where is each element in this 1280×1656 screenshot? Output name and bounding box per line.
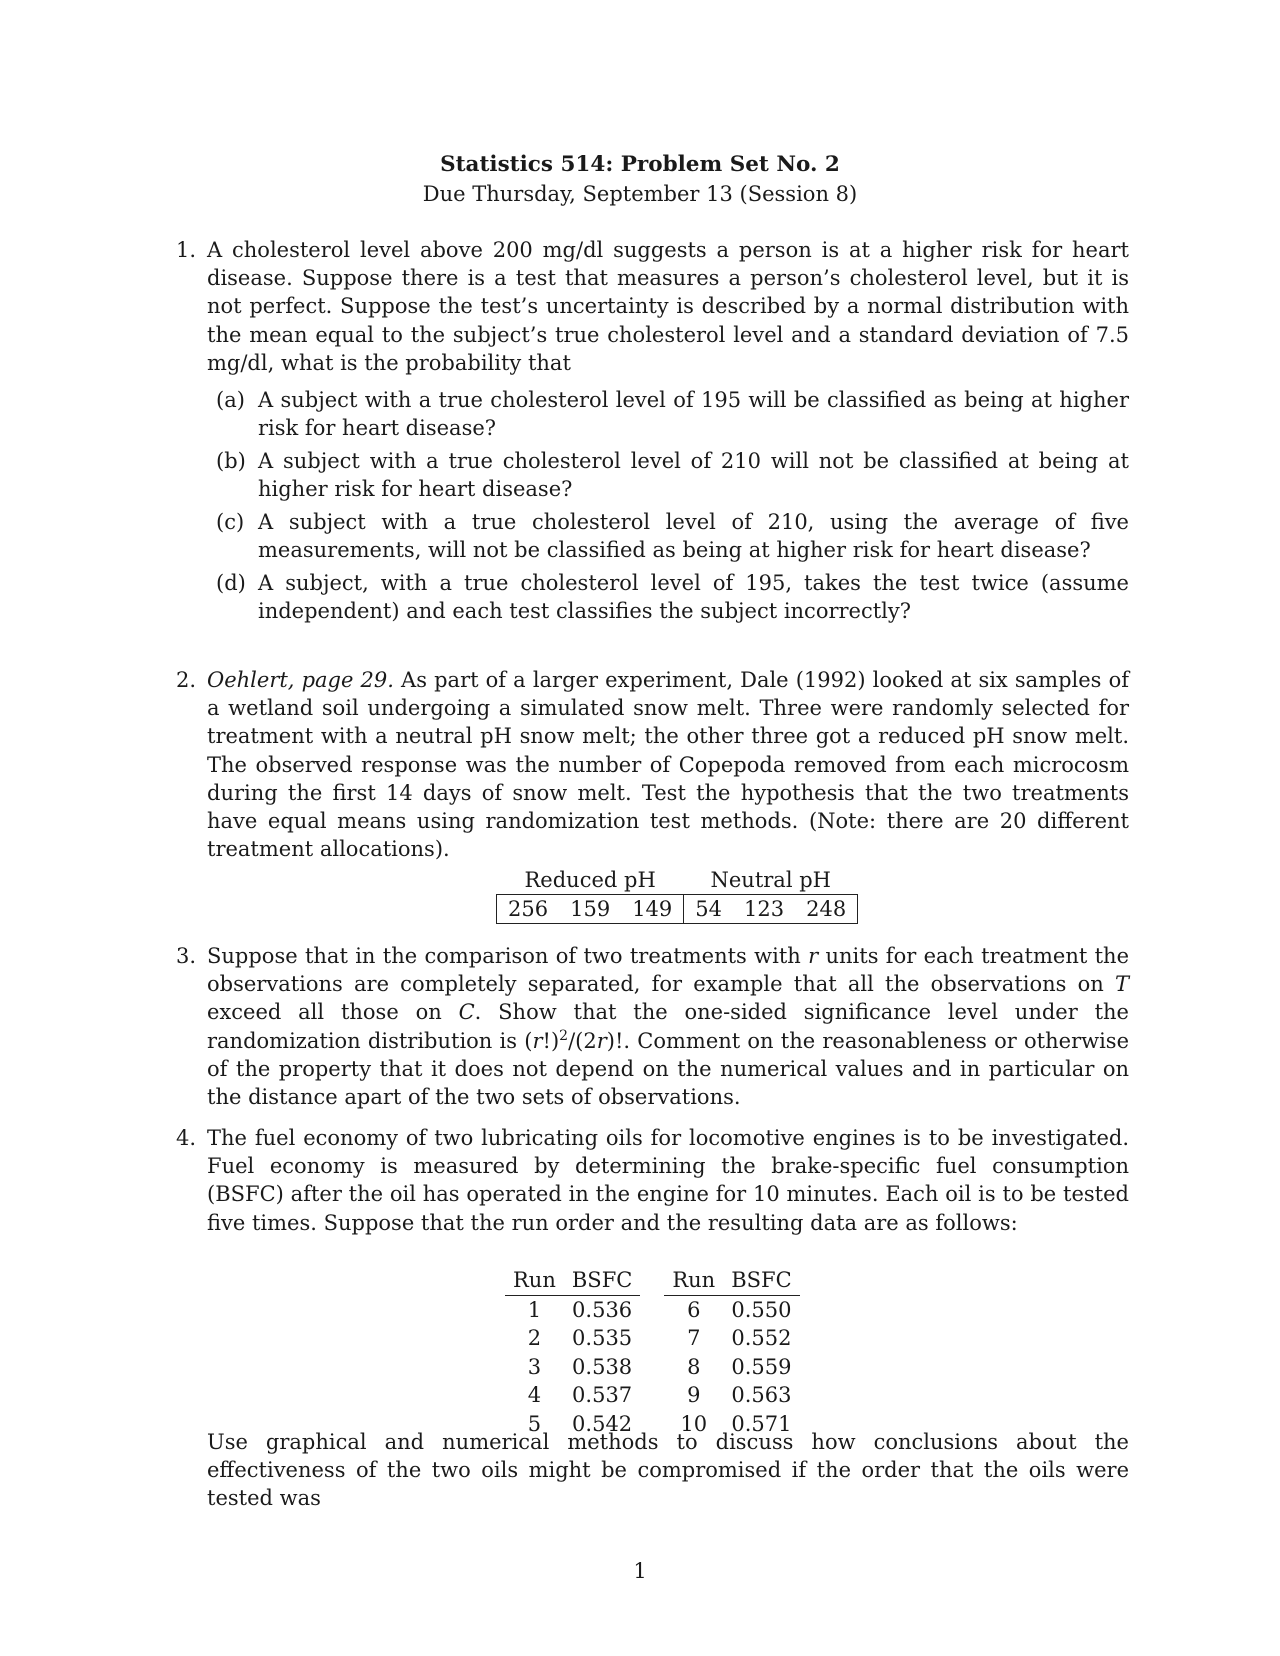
run-cell: 2	[527, 1326, 542, 1350]
problem-1d-label: (d)	[216, 571, 246, 595]
bsfc-cell: 0.537	[572, 1383, 633, 1407]
problem-2-source: Oehlert, page 29.	[207, 668, 394, 692]
reduced-ph-header: Reduced pH	[524, 868, 656, 892]
math-var-c: C	[458, 1000, 475, 1025]
page-number: 1	[633, 1559, 647, 1583]
problem-3-text	[207, 942, 1129, 1111]
reduced-ph-value: 149	[621, 895, 684, 924]
reduced-ph-value: 256	[497, 895, 560, 924]
bsfc-cell: 0.571	[731, 1411, 792, 1436]
bsfc-cell: 0.559	[731, 1354, 792, 1379]
header	[0, 150, 1280, 208]
problem-1a-label: (a)	[216, 388, 245, 412]
bsfc-cell: 0.538	[572, 1354, 633, 1379]
run-cell: 9	[687, 1383, 701, 1407]
problem-1b-label: (b)	[216, 449, 246, 473]
formula-part: !)	[542, 1028, 560, 1053]
bsfc-cell: 0.542	[572, 1411, 633, 1436]
run-cell: 8	[687, 1354, 701, 1379]
problem-1-number: 1.	[176, 238, 197, 262]
problem-1c-text: A subject with a true cholesterol level of 210, using the average of five measurements, will not be classified as being at higher risk for heart disease?	[258, 510, 1129, 563]
bsfc-cell: 0.536	[572, 1297, 633, 1322]
problem-1a-text: A subject with a true cholesterol level of 195 will be classified as being at higher risk for heart disease?	[258, 388, 1129, 441]
math-var-r: r	[532, 1028, 543, 1053]
bsfc-cell: 0.550	[731, 1297, 792, 1322]
bsfc-cell: 0.563	[731, 1383, 792, 1407]
table-row	[505, 1295, 800, 1324]
formula-part: /(2	[568, 1028, 597, 1053]
reduced-ph-value: 159	[559, 895, 621, 924]
problem-3-text-part: units for each treatment the observations are completely separated, for example that all the observations on	[207, 944, 1129, 997]
problem-1b-text: A subject with a true cholesterol level of 210 will not be classified at being at higher risk for heart disease?	[258, 449, 1129, 502]
problem-4-number: 4.	[176, 1126, 197, 1150]
problem-3-text-part: . Show that the one-sided significance level under the randomization distribution is (	[207, 1000, 1129, 1053]
problem-3-number: 3.	[176, 944, 197, 968]
math-var-r: r	[808, 944, 819, 968]
run-header: Run	[664, 1266, 723, 1295]
page-title: Statistics 514: Problem Set No. 2	[440, 152, 840, 177]
formula-exponent: 2	[559, 1027, 569, 1044]
problem-4-text: The fuel economy of two lubricating oils for locomotive engines is to be investigated. Fuel economy is measured by determining the brake-specific fuel consumption (BSFC) after the oil has operated in the engine for 10 minutes. Each oil is to be tested five times. Suppose that the run order and the resulting data are as follows:	[207, 1126, 1129, 1235]
due-date: Due Thursday, September 13 (Session 8)	[422, 182, 858, 206]
bsfc-header: BSFC	[723, 1266, 799, 1295]
problem-4-followup: Use graphical and numerical methods to discuss how conclusions about the effectiveness of the two oils might be compromised if the order that the oils were tested was	[207, 1430, 1129, 1511]
neutral-ph-value: 248	[795, 895, 858, 924]
problem-1d-text: A subject, with a true cholesterol level of 195, takes the test twice (assume independent) and each test classifies the subject incorrectly?	[258, 571, 1129, 624]
problem-2-number: 2.	[176, 668, 197, 692]
ph-data-table	[496, 866, 858, 924]
bsfc-cell: 0.535	[572, 1326, 633, 1350]
problem-1c-label: (c)	[216, 510, 245, 534]
math-var-r: r	[596, 1028, 607, 1053]
problem-2-text: As part of a larger experiment, Dale (1992) looked at six samples of a wetland soil undergoing a simulated snow melt. Three were randomly selected for treatment with a neutral pH snow melt; the other three got a reduced pH snow melt. The observed response was the number of Copepoda removed from each microcosm during the first 14 days of snow melt. Test the hypothesis that the two treatments have equal means using randomization test methods. (Note: there are 20 different treatment allocations).	[207, 668, 1129, 862]
formula-part: )!.	[606, 1028, 631, 1053]
run-cell: 5	[527, 1411, 542, 1436]
problem-3-text-part: Suppose that in the comparison of two treatments with	[207, 944, 801, 968]
problem-3-text-part: Comment on the reasonableness or otherwise of the property that it does not depend on the numerical values and in particular on the distance apart of the two sets of observations.	[207, 1028, 1130, 1110]
neutral-ph-header: Neutral pH	[710, 868, 831, 892]
math-var-t: T	[1114, 972, 1129, 997]
run-cell: 3	[527, 1354, 542, 1379]
table-row	[505, 1324, 800, 1353]
problem-3-text-part: exceed all those on	[207, 1000, 442, 1025]
problem-1-text: A cholesterol level above 200 mg/dl suggests a person is at a higher risk for heart disease. Suppose there is a test that measures a person’s cholesterol level, but it is not perfect. Suppose the test’s uncertainty is described by a normal distribution with the mean equal to the subject’s true cholesterol level and a standard deviation of 7.5 mg/dl, what is the probability that	[207, 238, 1129, 375]
run-cell: 7	[687, 1326, 701, 1350]
run-cell: 10	[680, 1411, 708, 1436]
neutral-ph-value: 54	[684, 895, 733, 924]
bsfc-header: BSFC	[564, 1266, 640, 1295]
bsfc-data-table	[505, 1266, 800, 1438]
run-cell: 1	[527, 1297, 542, 1322]
run-cell: 6	[687, 1297, 701, 1322]
run-cell: 4	[527, 1383, 542, 1407]
neutral-ph-value: 123	[733, 895, 795, 924]
table-row	[505, 1353, 800, 1382]
problem-2-paragraph	[207, 666, 1129, 863]
run-header: Run	[505, 1266, 564, 1295]
table-row	[505, 1381, 800, 1410]
bsfc-cell: 0.552	[731, 1326, 792, 1350]
